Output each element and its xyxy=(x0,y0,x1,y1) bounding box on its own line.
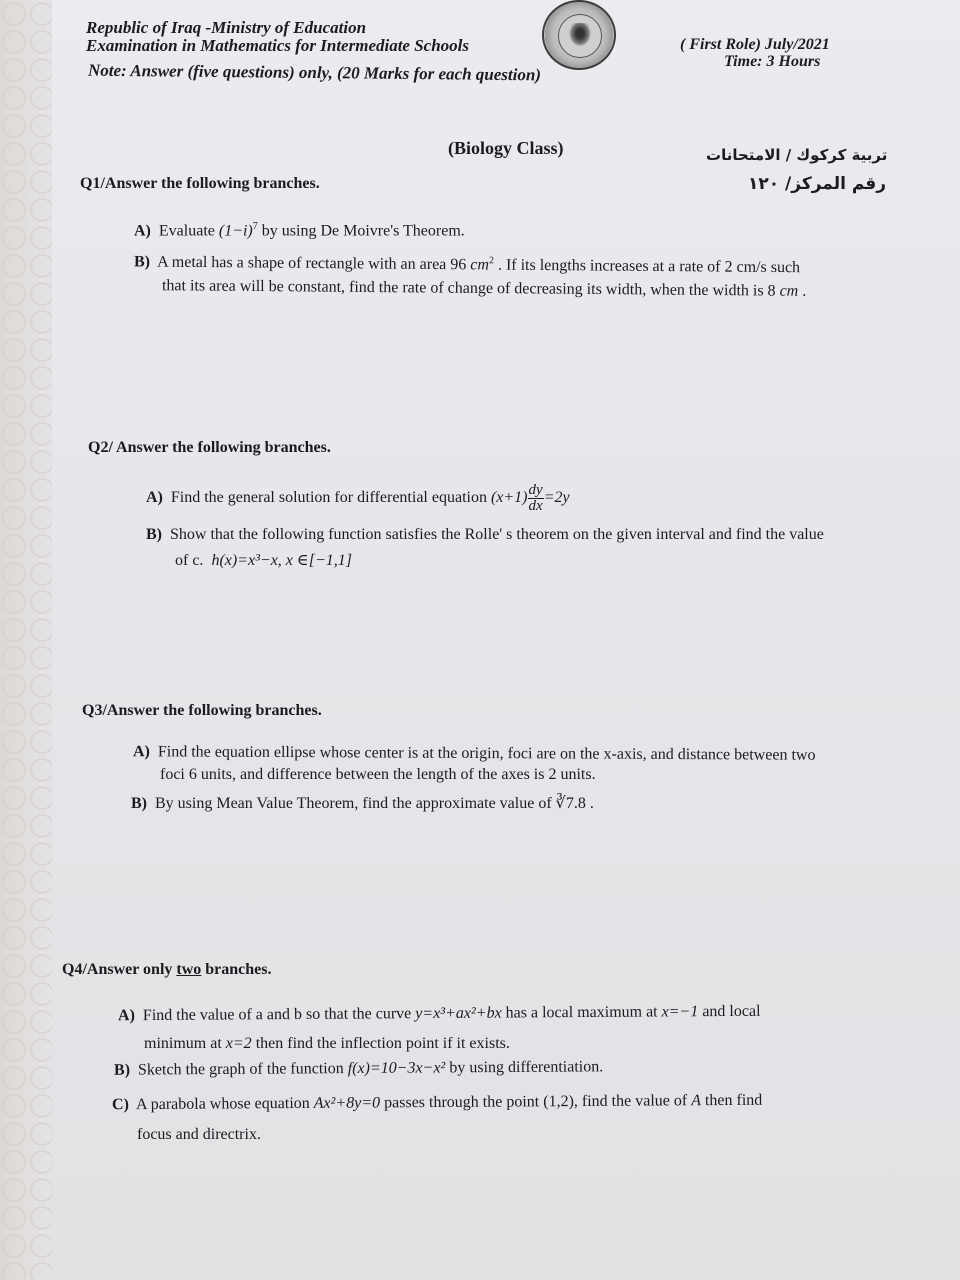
q4-branch-a-line2: minimum at x=2 then find the inflection point if it exists. xyxy=(144,1035,510,1052)
q4-branch-b: B) Sketch the graph of the function f(x)=10−3x−x² by using differentiation. xyxy=(113,1058,604,1079)
q1-branch-b-line1: B) A metal has a shape of rectangle with an area 96 $cm^2$ . If its lengths increases at a rate of 2 cm/s such xyxy=(133,253,801,277)
q3-branch-a-line1: A) Find the equation ellipse whose center is at the origin, foci are on the x-axis, and distance between two xyxy=(132,743,816,764)
q2-function-h: h(x)=x³−x, x ∈[−1,1] xyxy=(211,552,352,569)
q4-title: Q4/Answer only two branches. xyxy=(62,961,272,978)
q2-dy-dx-fraction: $\frac{dy}{dx}$ xyxy=(528,482,543,514)
header-note: Note: Answer (five questions) only, (20 Marks for each question) xyxy=(87,60,542,85)
q1-branch-a: A) Evaluate $(1-i)^7$ by using De Moivre's Theorem. xyxy=(134,221,465,240)
q3-branch-b: B) By using Mean Value Theorem, find the approximate value of ∛7.8 . xyxy=(131,795,594,812)
q4-branch-c-line1: C) A parabola whose equation Ax²+8y=0 passes through the point (1,2), find the value of A then find xyxy=(111,1091,763,1114)
class-label: (Biology Class) xyxy=(448,138,564,158)
q4-branch-c-line2: focus and directrix. xyxy=(137,1126,261,1143)
header-exam-title: Examination in Mathematics for Intermediate Schools xyxy=(86,36,470,55)
ministry-seal-icon xyxy=(542,0,616,70)
q3-branch-a-line2: foci 6 units, and difference between the length of the axes is 2 units. xyxy=(160,766,596,783)
arabic-center-number: رقم المركز/ ١٢٠ xyxy=(748,174,887,194)
background-edge xyxy=(0,0,52,1280)
arabic-directorate: تربية كركوك / الامتحانات xyxy=(706,146,888,164)
header-ministry: Republic of Iraq -Ministry of Education xyxy=(86,18,367,37)
q2-title: Q2/ Answer the following branches. xyxy=(88,439,331,456)
header-role: ( First Role) July/2021 xyxy=(680,36,830,53)
header-time: Time: 3 Hours xyxy=(724,53,821,70)
q1-a-expression: (1−i) xyxy=(218,222,253,240)
q3-title: Q3/Answer the following branches. xyxy=(82,702,322,719)
q2-branch-b-line1: B) Show that the following function satisfies the Rolle' s theorem on the given interval and find the value xyxy=(146,526,824,543)
q2-branch-b-line2: of c. h(x)=x³−x, x ∈[−1,1] xyxy=(175,552,352,569)
q1-title: Q1/Answer the following branches. xyxy=(80,175,320,192)
q4-branch-a-line1: A) Find the value of a and b so that the curve y=x³+ax²+bx has a local maximum at x=−1 and local xyxy=(117,1002,761,1025)
q3-cube-root: ∛7.8 . xyxy=(555,795,594,812)
q2-branch-a: A) Find the general solution for differential equation (x+1) $\frac{dy}{dx}$ =2y xyxy=(146,482,570,514)
q1-branch-b-line2: that its area will be constant, find the rate of change of decreasing its width, when the width is 8 cm . xyxy=(161,277,807,300)
